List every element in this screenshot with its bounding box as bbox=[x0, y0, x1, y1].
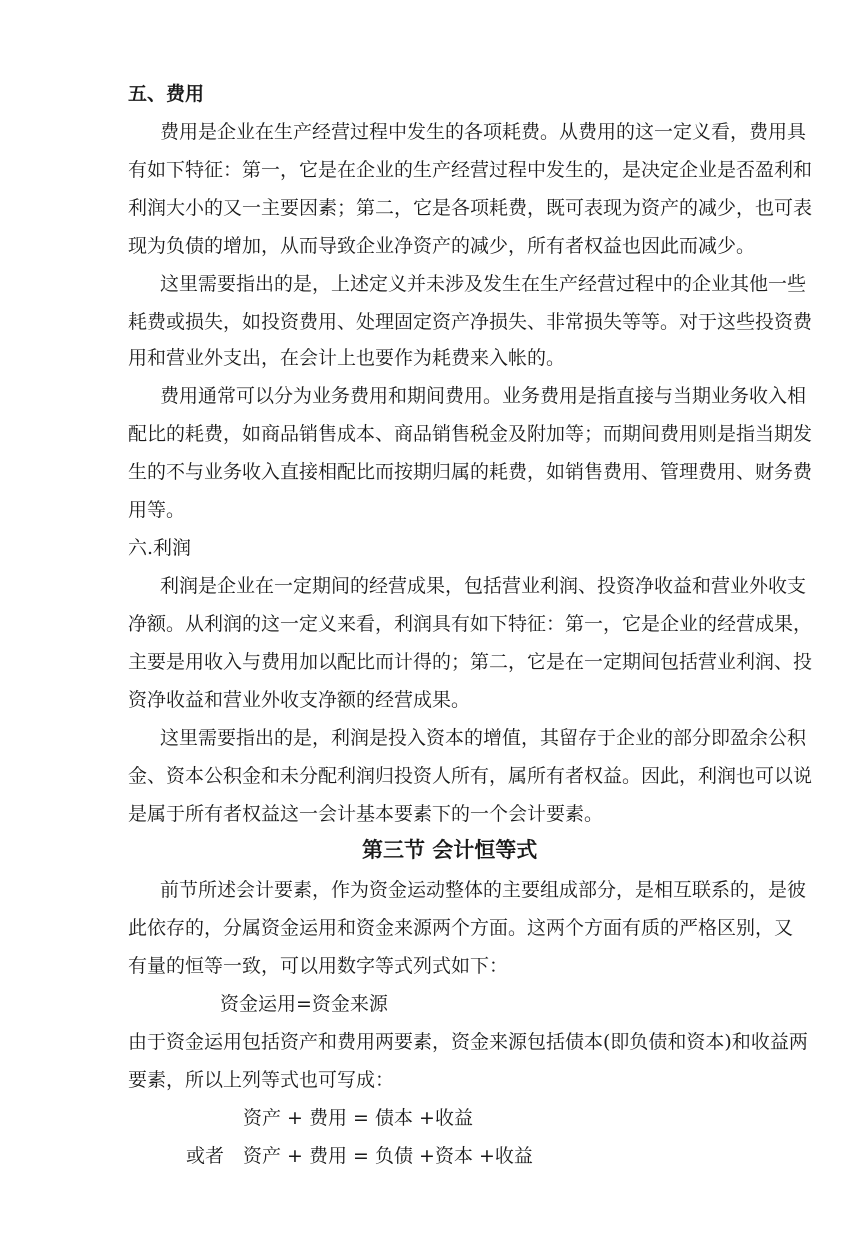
expense-p1-line-2: 有如下特征：第一，它是在企业的生产经营过程中发生的，是决定企业是否盈利和 bbox=[128, 159, 813, 181]
profit-p2-line-2: 金、资本公积金和未分配利润归投资人所有，属所有者权益。因此，利润也可以说 bbox=[128, 765, 813, 787]
expense-p2-line-2: 耗费或损失，如投资费用、处理固定资产净损失、非常损失等等。对于这些投资费 bbox=[128, 311, 813, 333]
formula-funds: 资金运用=资金来源 bbox=[220, 993, 388, 1015]
expense-p1-line-3: 利润大小的又一主要因素；第二，它是各项耗费，既可表现为资产的减少，也可表 bbox=[128, 197, 813, 219]
expense-p1-line-4: 现为负债的增加，从而导致企业净资产的减少，所有者权益也因此而减少。 bbox=[128, 235, 756, 257]
equation-p1-line-2: 此依存的，分属资金运用和资金来源两个方面。这两个方面有质的严格区别，又 bbox=[128, 917, 794, 939]
expense-p2-line-1: 这里需要指出的是，上述定义并未涉及发生在生产经营过程中的企业其他一些 bbox=[160, 273, 807, 295]
profit-p1-line-3: 主要是用收入与费用加以配比而计得的；第二，它是在一定期间包括营业利润、投 bbox=[128, 651, 813, 673]
section-title: 第三节 会计恒等式 bbox=[362, 838, 538, 862]
expense-p2-line-3: 用和营业外支出，在会计上也要作为耗费来入帐的。 bbox=[128, 347, 566, 369]
formula-assets-expenses: 资产 + 费用 = 债本 +收益 bbox=[243, 1107, 473, 1129]
heading-expense: 五、费用 bbox=[128, 83, 205, 105]
profit-p2-line-1: 这里需要指出的是，利润是投入资本的增值，其留存于企业的部分即盈余公积 bbox=[160, 727, 807, 749]
profit-p1-line-2: 净额。从利润的这一定义来看，利润具有如下特征：第一，它是企业的经营成果， bbox=[128, 613, 813, 635]
expense-p3-line-3: 生的不与业务收入直接相配比而按期归属的耗费，如销售费用、管理费用、财务费 bbox=[128, 461, 813, 483]
expense-p3-line-1: 费用通常可以分为业务费用和期间费用。业务费用是指直接与当期业务收入相 bbox=[160, 385, 807, 407]
equation-p2-line-1: 由于资金运用包括资产和费用两要素，资金来源包括债本(即负债和资本)和收益两 bbox=[128, 1031, 808, 1053]
formula-or-label: 或者 bbox=[186, 1145, 225, 1167]
equation-p2-line-2: 要素，所以上列等式也可写成： bbox=[128, 1069, 395, 1091]
formula-full-equation: 资产 + 费用 = 负债 +资本 +收益 bbox=[243, 1145, 533, 1167]
profit-p2-line-3: 是属于所有者权益这一会计基本要素下的一个会计要素。 bbox=[128, 803, 604, 825]
profit-p1-line-1: 利润是企业在一定期间的经营成果，包括营业利润、投资净收益和营业外收支 bbox=[160, 575, 807, 597]
equation-p1-line-3: 有量的恒等一致，可以用数字等式列式如下： bbox=[128, 955, 509, 977]
equation-p1-line-1: 前节所述会计要素，作为资金运动整体的主要组成部分，是相互联系的，是彼 bbox=[160, 879, 807, 901]
profit-p1-line-4: 资净收益和营业外收支净额的经营成果。 bbox=[128, 689, 471, 711]
heading-profit: 六.利润 bbox=[128, 537, 192, 559]
expense-p3-line-4: 用等。 bbox=[128, 499, 186, 521]
expense-p1-line-1: 费用是企业在生产经营过程中发生的各项耗费。从费用的这一定义看，费用具 bbox=[160, 121, 807, 143]
expense-p3-line-2: 配比的耗费，如商品销售成本、商品销售税金及附加等；而期间费用则是指当期发 bbox=[128, 423, 813, 445]
